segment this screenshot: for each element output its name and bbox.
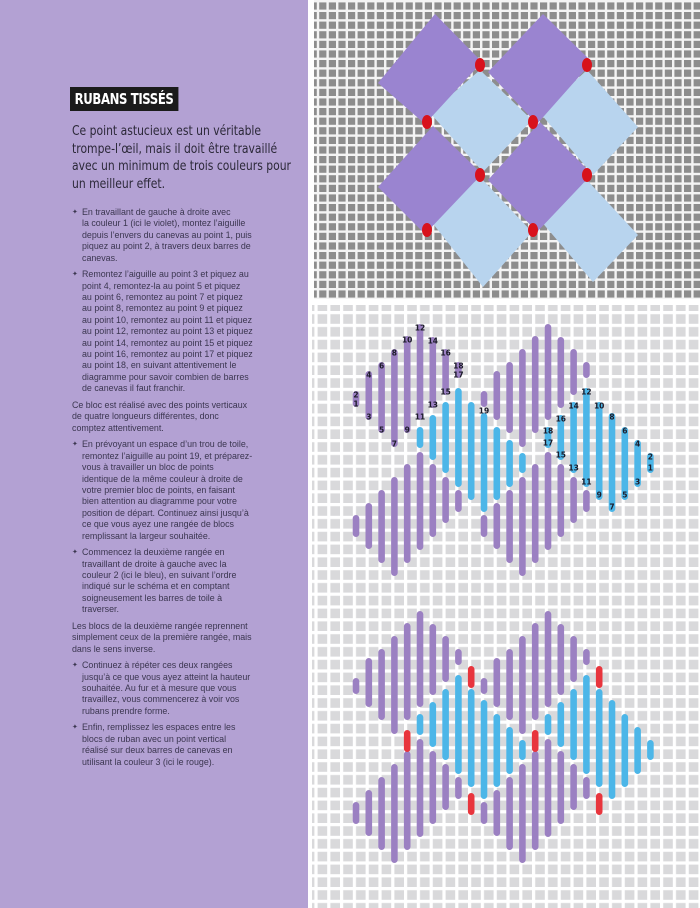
stitch-point-number: 1 xyxy=(353,399,359,409)
stitch-point-number: 8 xyxy=(391,348,398,358)
instruction-bullet xyxy=(72,547,302,615)
text-line: au point 18, en suivant attentivement le xyxy=(82,360,237,371)
stitch-point-number: 13 xyxy=(427,400,439,410)
stitch-point-number: 12 xyxy=(581,387,592,397)
stitch-point-number: 15 xyxy=(440,387,451,397)
text-line: de canevas il faut franchir. xyxy=(82,383,186,394)
red-yarn-stitch xyxy=(528,223,538,237)
text-line: remontez l’aiguille au point 19, et préparez- xyxy=(82,450,253,461)
stitch-point-number: 19 xyxy=(478,406,490,416)
text-line: Les blocs de la deuxième rangée reprennent xyxy=(72,620,248,631)
stitch-point-number: 15 xyxy=(555,450,567,460)
text-line: bien attention au diagramme pour votre xyxy=(82,496,237,507)
stitch-point-number: 6 xyxy=(622,426,628,436)
text-line: travaillez, vous commencerez à voir vos xyxy=(82,694,240,705)
instruction-bullet xyxy=(72,269,302,394)
stitch-point-number: 7 xyxy=(609,502,615,512)
section-title: RUBANS TISSÉS xyxy=(70,87,178,111)
stitch-point-number: 10 xyxy=(593,401,605,411)
text-line: piquez au point 2, à travers deux barres de xyxy=(82,241,251,252)
text-line: Commencez la deuxième rangée en xyxy=(82,547,225,558)
text-line: traverser. xyxy=(82,604,119,615)
text-line: de quatre longueurs différentes, donc xyxy=(72,411,219,422)
text-line: blocs de ruban avec un point vertical xyxy=(82,733,227,744)
text-line: couleur 2 (ici le bleu), en suivant l’ordre xyxy=(82,569,237,580)
stitch-point-number: 9 xyxy=(404,425,410,435)
stitch-point-number: 3 xyxy=(366,412,372,422)
stitch-point-number: 1 xyxy=(647,463,654,473)
text-line: au point 12, remontez au point 13 et piquez xyxy=(82,326,253,337)
text-line: au point 16, remontez au point 17 et piquez xyxy=(82,349,253,360)
intro-line: Ce point astucieux est un véritable xyxy=(72,123,262,139)
stitch-point-number: 10 xyxy=(401,335,413,345)
red-yarn-stitch xyxy=(475,168,485,182)
four-point-star-icon: ✦ xyxy=(72,662,78,670)
text-line: En prévoyant un espace d’un trou de toile, xyxy=(82,439,249,450)
instruction-paragraph xyxy=(72,621,302,655)
red-yarn-stitch xyxy=(422,115,432,129)
red-yarn-stitch xyxy=(528,115,538,129)
stitch-point-number: 9 xyxy=(596,490,602,500)
text-line: En travaillant de gauche à droite avec xyxy=(82,207,231,217)
text-line: simplement ceux de la première rangée, mais xyxy=(72,632,252,643)
intro-line: avec un minimum de trois couleurs pour xyxy=(72,158,292,174)
stitch-point-number: 14 xyxy=(568,401,579,411)
red-yarn-stitch xyxy=(422,223,432,237)
red-yarn-stitch xyxy=(582,58,592,72)
stitch-point-number: 11 xyxy=(414,412,426,422)
instruction-paragraph xyxy=(72,400,302,434)
instruction-bullet xyxy=(72,439,302,542)
stitch-point-number: 5 xyxy=(378,425,385,435)
four-point-star-icon: ✦ xyxy=(72,549,78,557)
four-point-star-icon: ✦ xyxy=(72,209,78,216)
intro-paragraph xyxy=(72,123,292,193)
text-line: utilisant la couleur 3 (ici le rouge). xyxy=(82,756,215,767)
text-line: rubans prendre forme. xyxy=(82,705,170,716)
intro-line: un meilleur effet. xyxy=(72,175,166,192)
text-line: identique de la même couleur à droite de xyxy=(82,473,243,484)
text-line: canevas. xyxy=(82,252,118,263)
text-line: au point 10, remontez au point 11 et piquez xyxy=(82,314,253,325)
stitch-point-number: 17 xyxy=(542,438,554,448)
stitch-point-number: 4 xyxy=(366,370,372,380)
text-line: indiqué sur le schéma et en comptant xyxy=(82,581,230,592)
stitch-point-number: 6 xyxy=(378,361,385,371)
stitch-point-number: 2 xyxy=(647,452,654,462)
stitch-point-number: 11 xyxy=(581,477,592,487)
text-line: votre premier bloc de points, en faisant xyxy=(82,484,235,495)
stitch-sample-photo xyxy=(314,0,700,299)
stitch-point-number: 3 xyxy=(634,477,641,487)
text-line: réalisé sur deux barres de canevas en xyxy=(82,745,233,756)
stitch-point-number: 4 xyxy=(634,439,641,449)
four-point-star-icon: ✦ xyxy=(72,441,78,449)
red-yarn-stitch xyxy=(475,58,485,72)
text-line: ce que vous ayez une rangée de blocs xyxy=(82,519,234,530)
text-line: position de départ. Continuez ainsi jusqu’à xyxy=(82,507,249,518)
text-line: au point 8, remontez au point 9 et piquez xyxy=(82,303,243,314)
stitch-point-number: 5 xyxy=(622,490,628,500)
text-line: Ce bloc est réalisé avec des points verticaux xyxy=(72,399,248,410)
text-line: souhaitée. Au fur et à mesure que vous xyxy=(82,682,237,693)
text-line: depuis l’envers du canevas au point 1, puis xyxy=(82,229,252,240)
text-line: dans le sens inverse. xyxy=(72,643,156,654)
red-yarn-stitch xyxy=(582,168,592,182)
stitch-point-number: 18 xyxy=(542,426,554,436)
text-line: Enfin, remplissez les espaces entre les xyxy=(82,722,236,733)
stitch-point-number: 8 xyxy=(609,412,615,422)
text-line: jusqu’à ce que vous ayez atteint la hauteur xyxy=(82,671,251,682)
text-line: comptez attentivement. xyxy=(72,422,164,433)
text-line: Remontez l’aiguille au point 3 et piquez au xyxy=(82,269,249,280)
stitch-point-number: 7 xyxy=(391,439,398,449)
text-line: la couleur 1 (ici le violet), montez l’aiguille xyxy=(82,218,246,229)
stitch-diagram xyxy=(312,305,700,908)
instruction-bullet xyxy=(72,660,302,717)
text-line: travaillant de droite à gauche avec la xyxy=(82,558,227,569)
stitch-point-number: 16 xyxy=(440,348,451,358)
four-point-star-icon: ✦ xyxy=(72,724,78,732)
text-line: diagramme pour savoir combien de barres xyxy=(82,371,249,382)
stitch-point-number: 14 xyxy=(427,336,439,346)
text-line: au point 14, remontez au point 15 et piquez xyxy=(82,337,253,348)
stitch-point-number: 16 xyxy=(555,414,567,424)
four-point-star-icon: ✦ xyxy=(72,271,78,279)
text-line: au point 6, remontez au point 7 et piquez xyxy=(82,292,243,303)
text-line: soigneusement les barres de toile à xyxy=(82,592,223,603)
instruction-bullet xyxy=(72,207,302,264)
stitch-point-number: 13 xyxy=(568,463,579,473)
text-line: Continuez à répéter ces deux rangées xyxy=(82,660,233,671)
stitch-point-number: 17 xyxy=(453,370,464,380)
text-line: vous à travailler un bloc de points xyxy=(82,462,214,473)
instruction-bullet xyxy=(72,722,302,768)
stitch-point-number: 18 xyxy=(453,361,464,371)
left-text-panel xyxy=(0,0,308,908)
stitch-point-number: 12 xyxy=(414,323,426,333)
text-line: point 4, remontez-la au point 5 et piquez xyxy=(82,280,241,291)
text-line: remplissant la largeur souhaitée. xyxy=(82,530,211,541)
instructions xyxy=(72,207,302,773)
intro-line: trompe-l’œil, mais il doit être travaillé xyxy=(72,140,278,157)
stitch-point-number: 2 xyxy=(353,390,359,400)
